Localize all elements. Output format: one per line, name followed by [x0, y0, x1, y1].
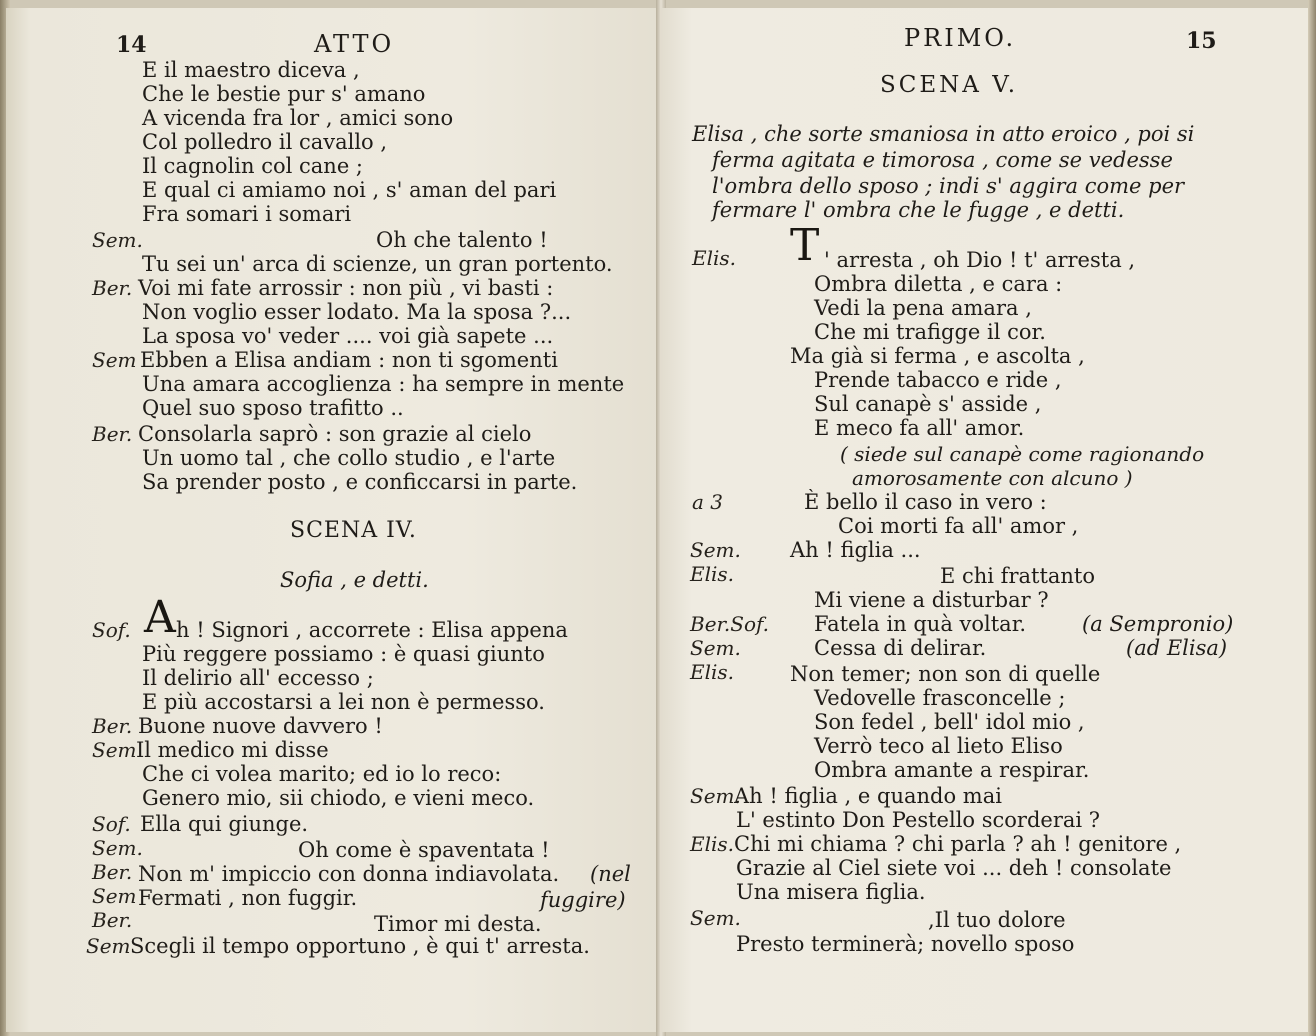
verse-line: Scegli il tempo opportuno , è qui t' arresta. [130, 934, 590, 958]
stage-direction: fuggire) [540, 888, 626, 912]
verse-line: Che ci volea marito; ed io lo reco: [142, 762, 502, 786]
stage-direction: (nel [590, 862, 631, 886]
verse-line: Ma già si ferma , e ascolta , [790, 344, 1085, 368]
speaker-label: Sem [92, 884, 137, 908]
scene-heading: SCENA V. [880, 72, 1019, 98]
scene-heading: SCENA IV. [290, 518, 417, 543]
verse-line: Una misera figlia. [736, 880, 926, 904]
verse-line: Oh come è spaventata ! [298, 838, 550, 862]
verse-line: E qual ci amiamo noi , s' aman del pari [142, 178, 557, 202]
verse-line: Sul canapè s' asside , [814, 392, 1042, 416]
verse-line: Non temer; non son di quelle [790, 662, 1101, 686]
verse-line: Il medico mi disse [136, 738, 329, 762]
verse-line: Genero mio, sii chiodo, e vieni meco. [142, 786, 535, 810]
verse-line: Prende tabacco e ride , [814, 368, 1062, 392]
verse-line: ,Il tuo dolore [928, 908, 1066, 932]
speaker-label: Elis. [692, 246, 737, 270]
speaker-label: Ber. [92, 422, 133, 446]
verse-line: Sa prender posto , e conficcarsi in parte. [142, 470, 578, 494]
verse-line: È bello il caso in vero : [804, 490, 1047, 514]
verse-line: Più reggere possiamo : è quasi giunto [142, 642, 545, 666]
speaker-label: Ber.Sof. [690, 612, 770, 636]
speaker-label: Sem. [690, 784, 741, 808]
speaker-label: Elis. [690, 660, 735, 684]
stage-direction: l'ombra dello sposo ; indi s' aggira come per [712, 174, 1185, 198]
verse-line: Una amara accoglienza : ha sempre in mente [142, 372, 625, 396]
verse-line: A vicenda fra lor , amici sono [142, 106, 454, 130]
stage-direction: fermare l' ombra che le fugge , e detti. [712, 198, 1125, 222]
speaker-label: Elis. [690, 832, 735, 856]
verse-line: Un uomo tal , che collo studio , e l'arte [142, 446, 556, 470]
verse-line: Ombra diletta , e cara : [814, 272, 1063, 296]
verse-line: E meco fa all' amor. [814, 416, 1025, 440]
verse-line: Ah ! figlia , e quando mai [734, 784, 1002, 808]
verse-line: Non voglio esser lodato. Ma la sposa ?... [142, 300, 572, 324]
verse-line: Cessa di delirar. [814, 636, 987, 660]
verse-line: E più accostarsi a lei non è permesso. [142, 690, 545, 714]
stage-direction: Elisa , che sorte smaniosa in atto eroico , poi si [692, 122, 1195, 146]
speaker-label: Sem. [690, 538, 741, 562]
verse-line: Fatela in quà voltar. [814, 612, 1027, 636]
verse-line: Voi mi fate arrossir : non più , vi basti : [138, 276, 554, 300]
verse-line: E chi frattanto [940, 564, 1096, 588]
verse-line: Grazie al Ciel siete voi ... deh ! consolate [736, 856, 1172, 880]
verse-line: La sposa vo' veder .... voi già sapete ... [142, 324, 554, 348]
speaker-label: Ber. [92, 714, 133, 738]
verse-line: Vedovelle frasconcelle ; [814, 686, 1066, 710]
speaker-label: Sof. [92, 812, 131, 836]
verse-line: Col polledro il cavallo , [142, 130, 388, 154]
verse-line: Son fedel , bell' idol mio , [814, 710, 1085, 734]
verse-line: h ! Signori , accorrete : Elisa appena [176, 618, 568, 642]
verse-line: Non m' impiccio con donna indiavolata. [138, 862, 560, 886]
page-number: 14 [116, 32, 147, 58]
stage-direction: (ad Elisa) [1126, 636, 1228, 660]
verse-line: Il cagnolin col cane ; [142, 154, 363, 178]
stage-direction: (a Sempronio) [1082, 612, 1234, 636]
verse-line: Tu sei un' arca di scienze, un gran portento. [142, 252, 613, 276]
right-book-edge [1308, 0, 1316, 1036]
verse-line: Che le bestie pur s' amano [142, 82, 426, 106]
speaker-label: Sof. [92, 618, 131, 642]
verse-line: Oh che talento ! [376, 228, 548, 252]
verse-line: ' arresta , oh Dio ! t' arresta , [824, 248, 1136, 272]
page-number: 15 [1186, 28, 1217, 54]
stage-direction: ( siede sul canapè come ragionando [840, 442, 1205, 466]
speaker-label: Sem. [690, 906, 741, 930]
verse-line: Vedi la pena amara , [814, 296, 1032, 320]
speaker-label: Sem [92, 738, 137, 762]
speaker-label: Sem. [690, 636, 741, 660]
verse-line: Il delirio all' eccesso ; [142, 666, 374, 690]
verse-line: Che mi trafigge il cor. [814, 320, 1046, 344]
verse-line: Mi viene a disturbar ? [814, 588, 1049, 612]
verse-line: Coi morti fa all' amor , [838, 514, 1079, 538]
speaker-label: Ber. [92, 276, 133, 300]
speaker-label: a 3 [692, 490, 724, 514]
verse-line: Buone nuove davvero ! [138, 714, 383, 738]
running-head: PRIMO. [904, 24, 1017, 52]
drop-cap: A [144, 592, 176, 643]
verse-line: Ombra amante a respirar. [814, 758, 1090, 782]
verse-line: Presto terminerà; novello sposo [736, 932, 1075, 956]
speaker-label: Elis. [690, 562, 735, 586]
verse-line: Timor mi desta. [374, 912, 542, 936]
left-page [6, 8, 660, 1032]
verse-line: Verrò teco al lieto Eliso [814, 734, 1063, 758]
verse-line: Ebben a Elisa andiam : non ti sgomenti [140, 348, 558, 372]
verse-line: Fermati , non fuggir. [138, 886, 358, 910]
speaker-label: Sem. [92, 836, 143, 860]
verse-line: Consolarla saprò : son grazie al cielo [138, 422, 532, 446]
running-head: ATTO [314, 30, 395, 58]
scene-cast: Sofia , e detti. [280, 568, 429, 592]
verse-line: Ah ! figlia ... [790, 538, 921, 562]
speaker-label: Sem [86, 934, 131, 958]
stage-direction: ferma agitata e timorosa , come se vedesse [712, 148, 1173, 172]
drop-cap: T [790, 220, 820, 271]
speaker-label: Ber. [92, 860, 133, 884]
verse-line: E il maestro diceva , [142, 58, 360, 82]
stage-direction: amorosamente con alcuno ) [852, 466, 1133, 490]
speaker-label: Sem [92, 348, 137, 372]
speaker-label: Sem. [92, 228, 143, 252]
verse-line: Fra somari i somari [142, 202, 352, 226]
verse-line: Chi mi chiama ? chi parla ? ah ! genitore , [734, 832, 1182, 856]
speaker-label: Ber. [92, 908, 133, 932]
verse-line: Ella qui giunge. [140, 812, 309, 836]
verse-line: L' estinto Don Pestello scorderai ? [736, 808, 1101, 832]
verse-line: Quel suo sposo trafitto .. [142, 396, 404, 420]
right-page [662, 8, 1308, 1032]
